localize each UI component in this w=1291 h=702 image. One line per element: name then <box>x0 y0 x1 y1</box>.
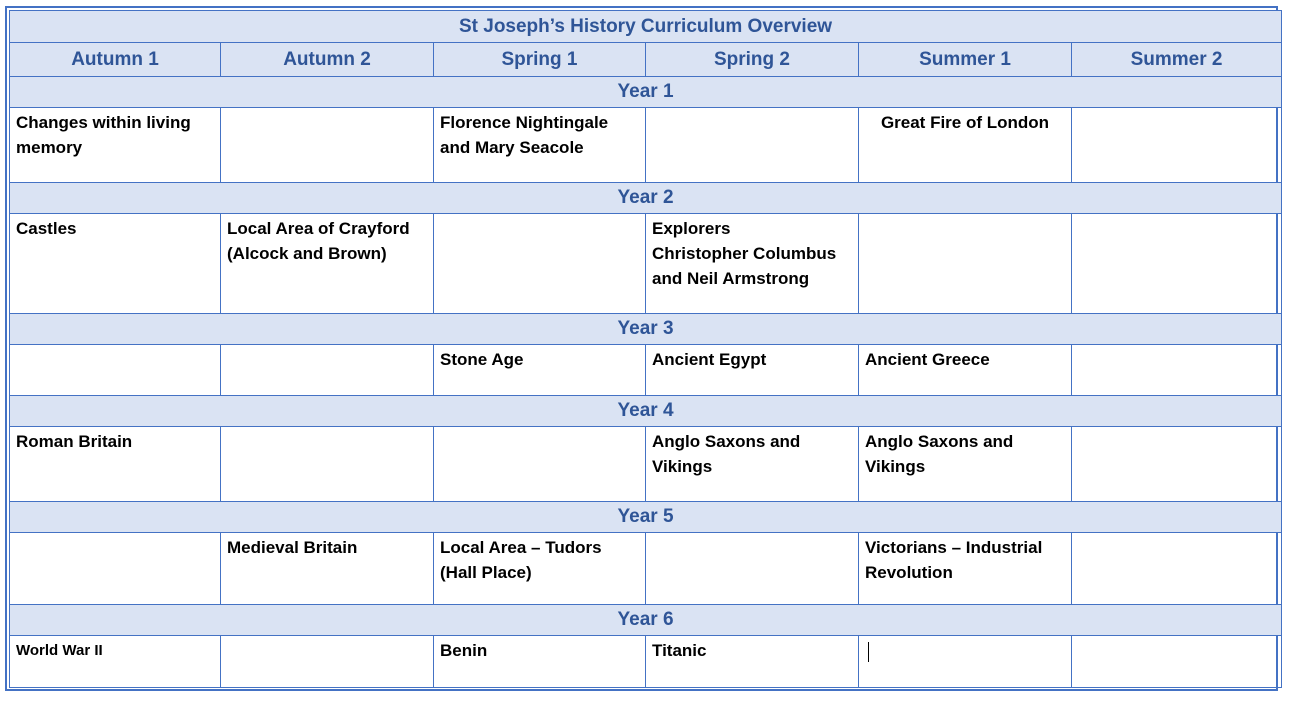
term-header-row <box>10 43 1282 77</box>
topic-cell[interactable] <box>221 345 434 396</box>
topic-text: Medieval Britain <box>227 538 358 557</box>
topic-text: Anglo Saxons and <box>865 432 1014 451</box>
year-row <box>10 183 1282 214</box>
title-row <box>10 11 1282 43</box>
year-label[interactable]: Year 6 <box>10 605 1282 636</box>
topic-cell[interactable] <box>10 427 221 502</box>
topic-row <box>10 427 1282 502</box>
year-label[interactable]: Year 2 <box>10 183 1282 214</box>
term-header[interactable]: Spring 2 <box>646 43 859 77</box>
topic-cell[interactable] <box>434 427 646 502</box>
topic-cell[interactable] <box>859 636 1072 688</box>
year-row <box>10 502 1282 533</box>
topic-row <box>10 345 1282 396</box>
topic-cell[interactable] <box>1072 214 1282 314</box>
term-header[interactable]: Spring 1 <box>434 43 646 77</box>
topic-cell[interactable] <box>1072 636 1282 688</box>
topic-cell[interactable] <box>859 427 1072 502</box>
topic-row <box>10 636 1282 688</box>
topic-cell[interactable] <box>859 214 1072 314</box>
topic-cell[interactable] <box>1072 108 1282 183</box>
topic-text: Florence Nightingale <box>440 113 609 132</box>
topic-text: and Mary Seacole <box>440 138 584 157</box>
term-header[interactable]: Autumn 2 <box>221 43 434 77</box>
topic-cell[interactable] <box>221 108 434 183</box>
term-header[interactable]: Autumn 1 <box>10 43 221 77</box>
topic-cell[interactable] <box>10 533 221 605</box>
topic-cell[interactable] <box>859 533 1072 605</box>
topic-text: Castles <box>16 219 77 238</box>
topic-text: Benin <box>440 641 488 660</box>
topic-cell[interactable] <box>434 533 646 605</box>
topic-text: Ancient Greece <box>865 350 990 369</box>
topic-cell[interactable] <box>859 345 1072 396</box>
topic-text: Vikings <box>865 457 926 476</box>
topic-cell[interactable] <box>859 108 1072 183</box>
topic-text: Ancient Egypt <box>652 350 767 369</box>
year-row <box>10 77 1282 108</box>
topic-text: and Neil Armstrong <box>652 269 810 288</box>
year-label[interactable]: Year 1 <box>10 77 1282 108</box>
topic-row <box>10 214 1282 314</box>
topic-cell[interactable] <box>646 636 859 688</box>
topic-cell[interactable] <box>646 533 859 605</box>
year-label[interactable]: Year 5 <box>10 502 1282 533</box>
topic-text: Explorers <box>652 219 731 238</box>
topic-cell[interactable] <box>434 214 646 314</box>
topic-cell[interactable] <box>221 214 434 314</box>
table-title[interactable]: St Joseph’s History Curriculum Overview <box>10 11 1282 43</box>
topic-cell[interactable] <box>434 345 646 396</box>
topic-cell[interactable] <box>10 214 221 314</box>
curriculum-table <box>9 10 1282 688</box>
year-label[interactable]: Year 3 <box>10 314 1282 345</box>
topic-cell[interactable] <box>434 636 646 688</box>
year-row <box>10 314 1282 345</box>
topic-cell[interactable] <box>646 427 859 502</box>
topic-text: Stone Age <box>440 350 524 369</box>
topic-text: Great Fire of London <box>880 113 1050 132</box>
topic-cell[interactable] <box>646 214 859 314</box>
topic-cell[interactable] <box>221 636 434 688</box>
topic-text: memory <box>16 138 83 157</box>
topic-cell[interactable] <box>1072 533 1282 605</box>
year-row <box>10 605 1282 636</box>
topic-text: Anglo Saxons and <box>652 432 801 451</box>
topic-row <box>10 533 1282 605</box>
topic-text: Victorians – Industrial <box>865 538 1043 557</box>
topic-text: Titanic <box>652 641 707 660</box>
text-cursor <box>868 642 869 662</box>
topic-text: Changes within living <box>16 113 191 132</box>
topic-cell[interactable] <box>646 108 859 183</box>
topic-cell[interactable] <box>1072 345 1282 396</box>
topic-cell[interactable] <box>1072 427 1282 502</box>
topic-text: Christopher Columbus <box>652 244 837 263</box>
term-header[interactable]: Summer 1 <box>859 43 1072 77</box>
term-header[interactable]: Summer 2 <box>1072 43 1282 77</box>
topic-cell[interactable] <box>221 427 434 502</box>
year-label[interactable]: Year 4 <box>10 396 1282 427</box>
topic-cell[interactable] <box>10 636 221 688</box>
year-row <box>10 396 1282 427</box>
topic-cell[interactable] <box>646 345 859 396</box>
topic-cell[interactable] <box>434 108 646 183</box>
topic-text: Vikings <box>652 457 713 476</box>
topic-text: (Hall Place) <box>440 563 532 582</box>
topic-text: Local Area – Tudors <box>440 538 602 557</box>
topic-cell[interactable] <box>221 533 434 605</box>
topic-text: World War II <box>16 642 103 659</box>
topic-row <box>10 108 1282 183</box>
topic-text: Revolution <box>865 563 953 582</box>
topic-cell[interactable] <box>10 108 221 183</box>
topic-cell[interactable] <box>10 345 221 396</box>
topic-text: (Alcock and Brown) <box>227 244 387 263</box>
topic-text: Roman Britain <box>16 432 133 451</box>
topic-text: Local Area of Crayford <box>227 219 410 238</box>
